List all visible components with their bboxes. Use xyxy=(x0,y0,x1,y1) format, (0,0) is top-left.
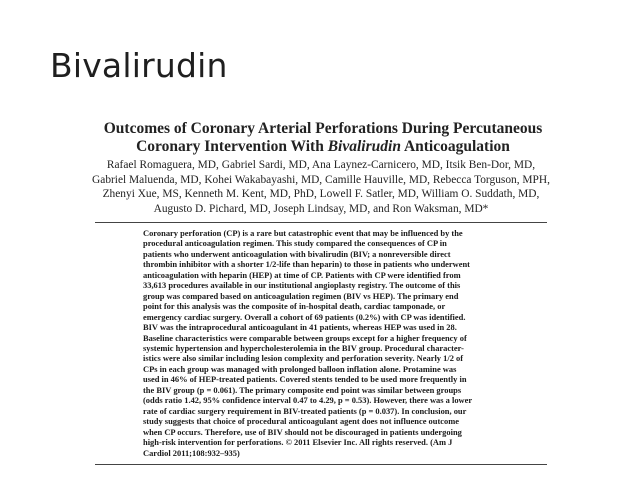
paper-title xyxy=(88,120,558,156)
abstract-line: emergency cardiac surgery. Overall a cohort of 69 patients (0.2%) with CP was identified. xyxy=(143,311,466,322)
abstract-line: CPs in each group was managed with prolonged balloon inflation alone. Protamine was xyxy=(143,363,457,374)
abstract-line: patients who underwent anticoagulation with bivalirudin (BIV; a nonreversible direct xyxy=(143,248,451,259)
abstract-line: istics were also similar including lesion complexity and perforation severity. Nearly 1/2 of xyxy=(143,353,464,364)
abstract-line: 33,613 procedures available in our institutional angioplasty registry. The outcome of this xyxy=(143,280,461,291)
abstract-line: Coronary perforation (CP) is a rare but catastrophic event that may be influenced by the xyxy=(143,228,463,238)
abstract-line: BIV was the intraprocedural anticoagulant in 41 patients, whereas HEP was used in 28. xyxy=(143,322,457,333)
slide-title: Bivalirudin xyxy=(50,46,228,85)
abstract-line: when CP occurs. Therefore, use of BIV should not be discouraged in patients undergoing xyxy=(143,426,462,437)
paper-title-line-2-start: Coronary Intervention With xyxy=(136,138,328,155)
paper-title-line-1: Outcomes of Coronary Arterial Perforations During Percutaneous xyxy=(103,120,543,137)
abstract-line: study suggests that choice of procedural anticoagulant agent does not influence outcome xyxy=(143,416,460,427)
abstract-top-rule xyxy=(95,222,547,223)
abstract-line: point for this analysis was the composite of in-hospital death, cardiac tamponade, or xyxy=(143,301,446,312)
paper-title-drug-name: Bivalirudin xyxy=(327,138,401,155)
author-line: Gabriel Maluenda, MD, Kohei Wakabayashi, MD, Camille Hauville, MD, Rebecca Torguson, MPH, xyxy=(92,173,550,186)
abstract-line: (odds ratio 1.42, 95% confidence interval 0.47 to 4.29, p = 0.53). However, there was a lower xyxy=(143,395,473,406)
abstract-line: thrombin inhibitor with a shorter 1/2-life than heparin) to those in patients who underwent xyxy=(143,259,470,270)
author-line: Rafael Romaguera, MD, Gabriel Sardi, MD, Ana Laynez-Carnicero, MD, Itsik Ben-Dor, MD, xyxy=(106,159,536,171)
author-line: Zhenyi Xue, MS, Kenneth M. Kent, MD, PhD, Lowell F. Satler, MD, William O. Suddath, MD, xyxy=(102,188,540,201)
abstract-line: Baseline characteristics were comparable between groups except for a higher frequency of xyxy=(143,332,467,343)
abstract-line: used in 46% of HEP-treated patients. Covered stents tended to be used more frequently in xyxy=(143,374,467,385)
abstract-line: procedural anticoagulation regimen. This study compared the consequences of CP in xyxy=(143,238,447,249)
abstract-line: high-risk intervention for perforations. © 2011 Elsevier Inc. All rights reserved. (Am J xyxy=(143,437,453,448)
abstract xyxy=(143,228,498,458)
paper-title-line-2-end: Anticoagulation xyxy=(400,138,510,155)
abstract-line: group was compared based on anticoagulation regimen (BIV vs HEP). The primary end xyxy=(143,290,459,301)
abstract-line: anticoagulation with heparin (HEP) at time of CP. Patients with CP were identified from xyxy=(143,269,461,280)
abstract-line: the BIV group (p = 0.061). The primary composite end point was similar between groups xyxy=(143,384,462,395)
abstract-line: rate of cardiac surgery requirement in BIV-treated patients (p = 0.037). In conclusion, our xyxy=(143,405,467,416)
paper-title-line-2 xyxy=(88,138,558,156)
abstract-bottom-rule xyxy=(95,464,547,465)
abstract-line: Cardiol 2011;108:932–935) xyxy=(143,447,240,458)
author-list xyxy=(78,158,564,216)
abstract-line: systemic hypertension and hypercholesterolemia in the BIV group. Procedural character- xyxy=(143,342,464,353)
author-line: Augusto D. Pichard, MD, Joseph Lindsay, MD, and Ron Waksman, MD* xyxy=(153,202,489,215)
